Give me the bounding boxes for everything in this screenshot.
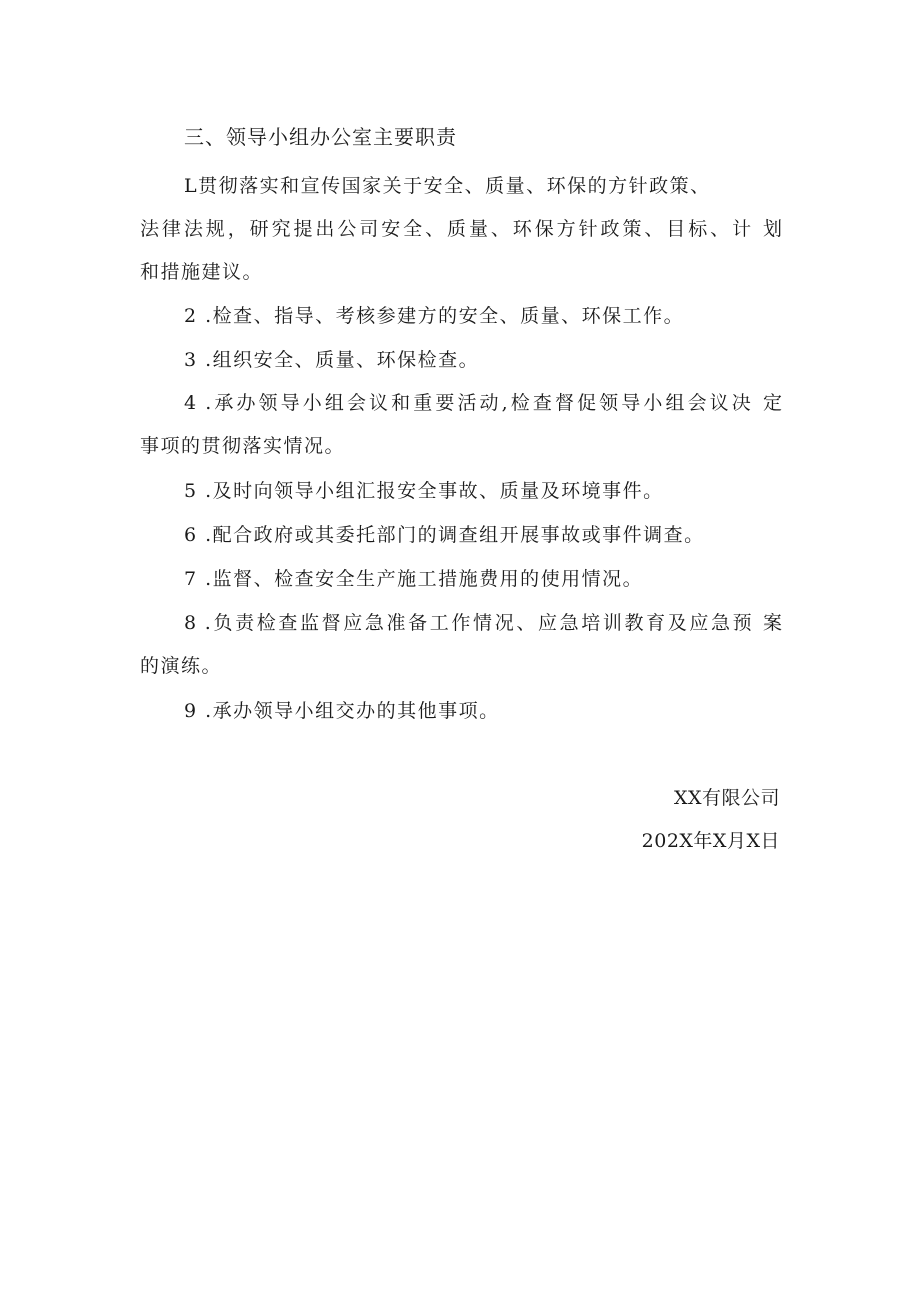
item-4-line-2: 事项的贯彻落实情况。 [140,435,346,457]
item-3: 3 .组织安全、质量、环保检查。 [184,349,480,371]
item-8-line-2: 的演练。 [140,655,223,677]
item-5: 5 .及时向领导小组汇报安全事故、质量及环境事件。 [184,480,664,502]
item-9: 9 .承办领导小组交办的其他事项。 [184,700,500,722]
item-1-line-2: 法律法规，研究提出公司安全、质量、环保方针政策、目标、计 划 [140,218,782,240]
item-2: 2 .检查、指导、考核参建方的安全、质量、环保工作。 [184,305,685,327]
item-7: 7 .监督、检查安全生产施工措施费用的使用情况。 [184,568,644,590]
item-1-line-3: 和措施建议。 [140,261,264,283]
item-1-line-1: L贯彻落实和宣传国家关于安全、质量、环保的方针政策、 [184,175,711,197]
item-4-line-1: 4 .承办领导小组会议和重要活动,检查督促领导小组会议决 定 [184,392,782,414]
signature-date: 202X年X月X日 [641,830,780,852]
item-8-line-1: 8 .负责检查监督应急准备工作情况、应急培训教育及应急预 案 [184,612,782,634]
item-6: 6 .配合政府或其委托部门的调查组开展事故或事件调查。 [184,524,705,546]
section-heading: 三、领导小组办公室主要职责 [184,125,457,149]
signature-company: XX有限公司 [673,787,780,809]
